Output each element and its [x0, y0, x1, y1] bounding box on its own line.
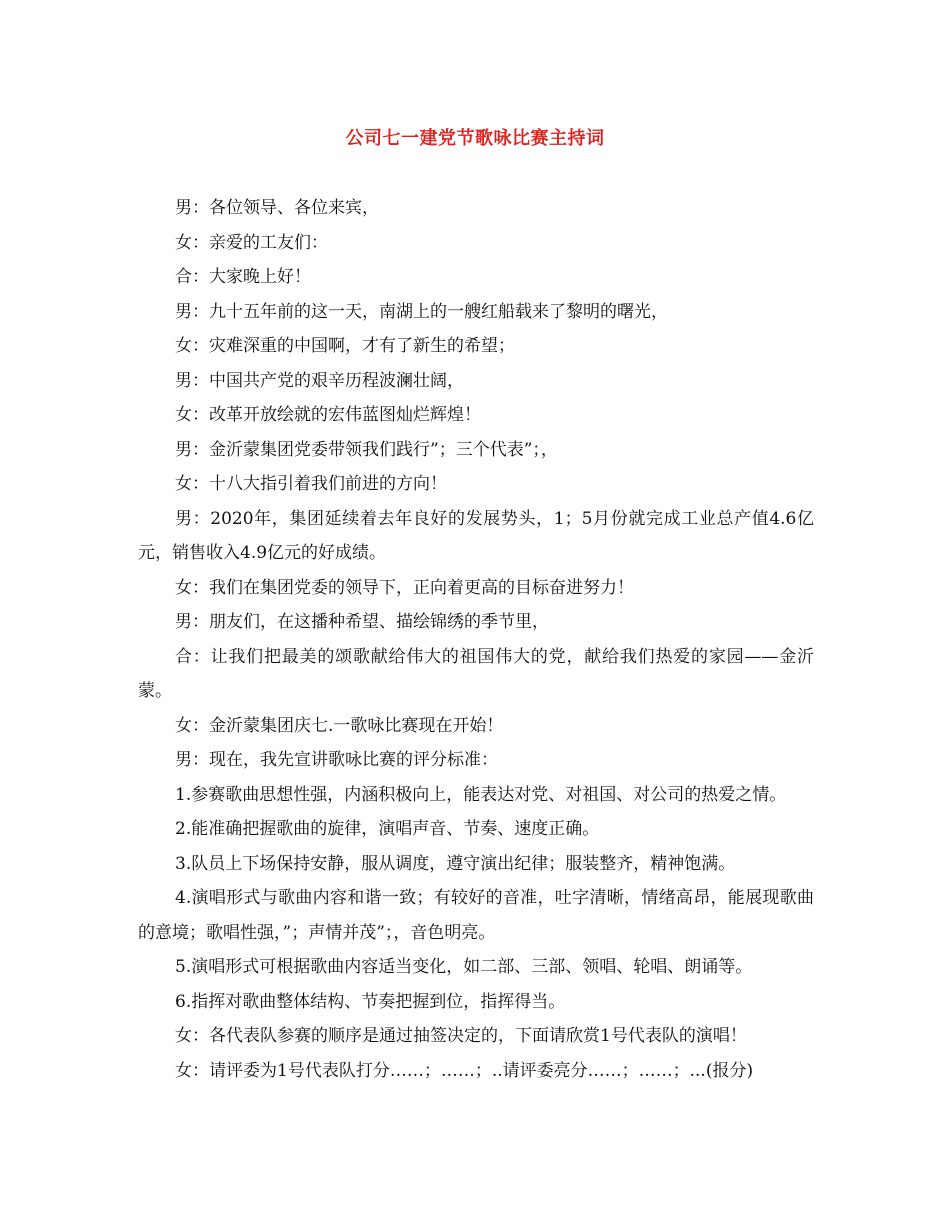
paragraph: 合：大家晚上好！: [175, 267, 311, 287]
paragraph: 1.参赛歌曲思想性强，内涵积极向上，能表达对党、对祖国、对公司的热爱之情。: [175, 784, 787, 805]
paragraph: 女：我们在集团党委的领导下，正向着更高的目标奋进努力！: [175, 577, 634, 598]
paragraph: 女：改革开放绘就的宏伟蓝图灿烂辉煌！: [175, 405, 481, 425]
paragraph: 男：2020年，集团延续着去年良好的发展势头，1；5月份就完成工业总产值4.6亿元，销售收入4.9亿元的好成绩。: [138, 508, 814, 563]
paragraph: 3.队员上下场保持安静，服从调度，遵守演出纪律；服装整齐，精神饱满。: [175, 853, 736, 874]
paragraph: 男：朋友们，在这播种希望、描绘锦绣的季节里，: [175, 612, 549, 632]
paragraph: 5.演唱形式可根据歌曲内容适当变化，如二部、三部、领唱、轮唱、朗诵等。: [175, 957, 753, 977]
paragraph: 女：各代表队参赛的顺序是通过抽签决定的，下面请欣赏1号代表队的演唱！: [175, 1026, 747, 1046]
paragraph: 男：各位领导、各位来宾，: [175, 198, 379, 218]
paragraph: 女：请评委为1号代表队打分……；……；..请评委亮分……；……；...(报分): [175, 1060, 754, 1081]
paragraph: 4.演唱形式与歌曲内容和谐一致；有较好的音准，吐字清晰，情绪高昂，能展现歌曲的意境；歌唱性强，”；声情并茂”；，音色明亮。: [138, 888, 814, 943]
paragraph: 女：金沂蒙集团庆七.一歌咏比赛现在开始！: [175, 715, 504, 736]
paragraph: 6.指挥对歌曲整体结构、节奏把握到位，指挥得当。: [175, 991, 566, 1012]
paragraph: 女：十八大指引着我们前进的方向！: [175, 474, 447, 494]
document-title: 公司七一建党节歌咏比赛主持词: [345, 128, 605, 149]
paragraph: 女：灾难深重的中国啊，才有了新生的希望；: [175, 336, 515, 356]
paragraph: 女：亲爱的工友们：: [175, 232, 328, 253]
paragraph: 男：金沂蒙集团党委带领我们践行”；三个代表”；，: [175, 439, 558, 460]
paragraph: 合：让我们把最美的颂歌献给伟大的祖国伟大的党，献给我们热爱的家园——金沂蒙。: [138, 646, 814, 701]
paragraph: 2.能准确把握歌曲的旋律，演唱声音、节奏、速度正确。: [175, 819, 600, 839]
document-body: [138, 191, 814, 1088]
paragraph: 男：现在，我先宣讲歌咏比赛的评分标准：: [175, 750, 498, 770]
paragraph: 男：中国共产党的艰辛历程波澜壮阔，: [175, 370, 464, 391]
paragraph: 男：九十五年前的这一天，南湖上的一艘红船载来了黎明的曙光，: [175, 301, 668, 322]
